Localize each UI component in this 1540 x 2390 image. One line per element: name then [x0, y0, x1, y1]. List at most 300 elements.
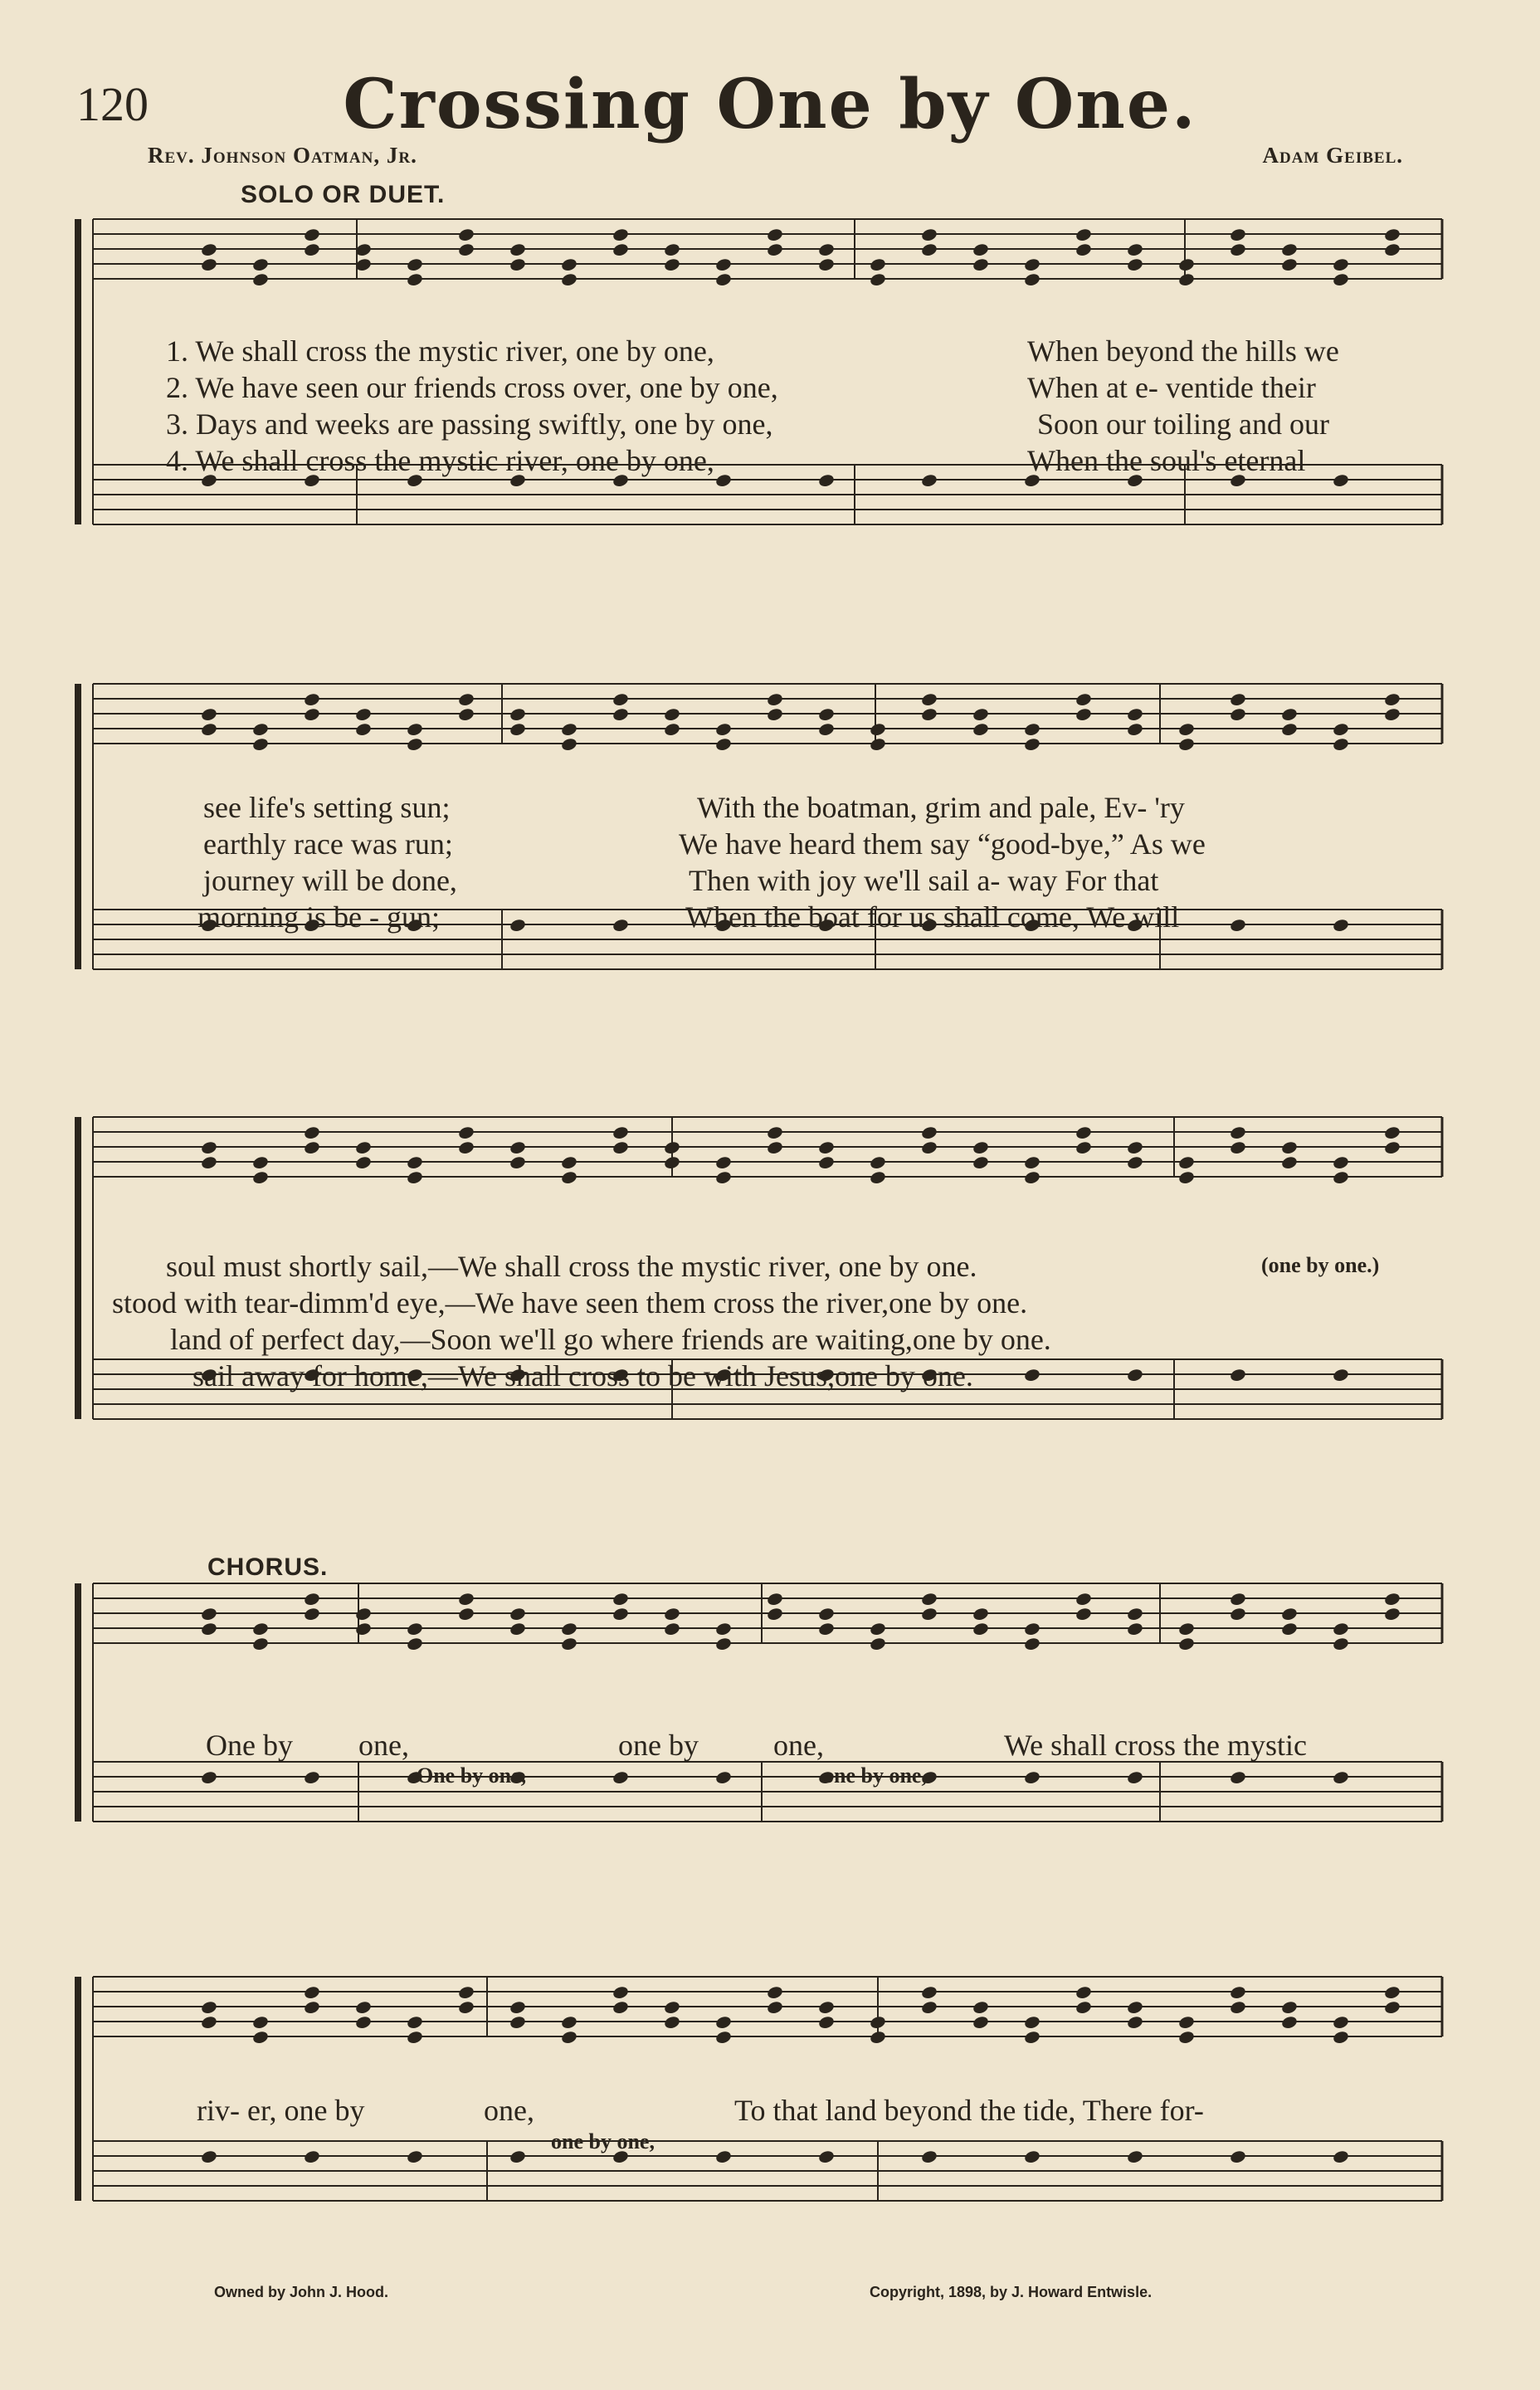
notehead [1332, 1636, 1349, 1651]
notehead [457, 1125, 475, 1140]
notehead [972, 2000, 989, 2015]
notehead [1229, 1607, 1246, 1622]
notehead [509, 1140, 526, 1155]
bass-one-by-one-2: one by one, [823, 1763, 927, 1788]
chorus-marking: CHORUS. [207, 1554, 329, 1581]
notehead [1126, 2015, 1143, 2030]
notehead [1075, 1607, 1092, 1622]
notehead [1229, 1125, 1246, 1140]
notehead [1229, 918, 1246, 933]
notehead [766, 1607, 783, 1622]
notehead [1126, 2149, 1143, 2164]
notehead [1126, 257, 1143, 272]
notehead [354, 1140, 372, 1155]
notehead [251, 1170, 269, 1185]
verse3-line1: 3. Days and weeks are passing swiftly, one by one, [166, 407, 773, 441]
notehead [457, 2000, 475, 2015]
notehead [303, 1592, 320, 1607]
notehead [714, 257, 732, 272]
notehead [1332, 257, 1349, 272]
notehead [714, 1170, 732, 1185]
bass-one-by-one-1: One by one, [417, 1763, 527, 1788]
notehead [560, 257, 578, 272]
notehead [1332, 2030, 1349, 2045]
notehead [766, 1125, 783, 1140]
notehead [1075, 1985, 1092, 2000]
notehead [817, 1622, 835, 1636]
notehead [766, 242, 783, 257]
notehead [354, 1622, 372, 1636]
notehead [663, 242, 680, 257]
notehead [1280, 257, 1298, 272]
notehead [714, 473, 732, 488]
notehead [1126, 722, 1143, 737]
notehead [714, 2149, 732, 2164]
verse3-line3: land of perfect day,—Soon we'll go where friends are waiting,one by one. [170, 1323, 1051, 1356]
notehead [1280, 2000, 1298, 2015]
notehead [1332, 473, 1349, 488]
notehead [817, 1155, 835, 1170]
notehead [200, 2000, 217, 2015]
notehead [200, 2149, 217, 2164]
notehead [354, 2000, 372, 2015]
page-number: 120 [76, 77, 149, 131]
notehead [1177, 722, 1195, 737]
notehead [560, 737, 578, 752]
notehead [1075, 242, 1092, 257]
notehead [1023, 1636, 1040, 1651]
notehead [1383, 2000, 1401, 2015]
notehead [1332, 1622, 1349, 1636]
notehead [817, 1140, 835, 1155]
notehead [406, 2015, 423, 2030]
notehead [251, 2015, 269, 2030]
notehead [869, 272, 886, 287]
notehead [1332, 2149, 1349, 2164]
copyright-note: Copyright, 1898, by J. Howard Entwisle. [870, 2284, 1153, 2300]
notehead [509, 1155, 526, 1170]
notehead [1383, 1125, 1401, 1140]
verse2-line1-cont: When at e- ventide their [1027, 371, 1316, 404]
notehead [663, 257, 680, 272]
verse4-line2-cont: When the boat for us shall come, We will [685, 900, 1180, 934]
notehead [1383, 1985, 1401, 2000]
notehead [1332, 722, 1349, 737]
verse3-line1-cont: Soon our toiling and our [1037, 407, 1329, 441]
notehead [406, 722, 423, 737]
verse1-line2: see life's setting sun; [203, 791, 451, 824]
chorus-one-by-2: one by [618, 1729, 699, 1762]
notehead [560, 1155, 578, 1170]
notehead [920, 2000, 938, 2015]
notehead [1280, 2015, 1298, 2030]
notehead [817, 2149, 835, 2164]
notehead [354, 1607, 372, 1622]
notehead [251, 722, 269, 737]
notehead [303, 692, 320, 707]
notehead [200, 1607, 217, 1622]
owner-note: Owned by John J. Hood. [214, 2284, 389, 2300]
verse1-line1-cont: When beyond the hills we [1027, 334, 1339, 368]
notehead [869, 257, 886, 272]
notehead [200, 2015, 217, 2030]
notehead [406, 1622, 423, 1636]
notehead [766, 2000, 783, 2015]
notehead [714, 2030, 732, 2045]
notehead [1126, 1622, 1143, 1636]
notehead [612, 227, 629, 242]
chorus-we-shall-cross: We shall cross the mystic [1004, 1729, 1308, 1762]
notehead [354, 2015, 372, 2030]
notehead [1229, 707, 1246, 722]
notehead [1023, 737, 1040, 752]
notehead [817, 722, 835, 737]
notehead [1177, 1622, 1195, 1636]
echo-one-by-one: (one by one.) [1261, 1253, 1380, 1277]
notehead [1383, 692, 1401, 707]
notehead [1023, 257, 1040, 272]
notehead [1023, 1170, 1040, 1185]
notehead [303, 1125, 320, 1140]
notehead [200, 1155, 217, 1170]
notehead [406, 1636, 423, 1651]
notehead [251, 737, 269, 752]
chorus-to-that-land: To that land beyond the tide, There for- [734, 2094, 1204, 2127]
notehead [406, 257, 423, 272]
notehead [1023, 2015, 1040, 2030]
notehead [1332, 1368, 1349, 1383]
hymn-title: Crossing One by One. [343, 65, 1197, 144]
notehead [509, 2015, 526, 2030]
notehead [406, 2149, 423, 2164]
notehead [509, 707, 526, 722]
notehead [200, 707, 217, 722]
chorus-one-2: one, [773, 1729, 824, 1762]
notehead [663, 707, 680, 722]
notehead [406, 272, 423, 287]
verse4-line2: morning is be - gun; [197, 900, 440, 934]
verse2-line2-cont: We have heard them say “good-bye,” As we [679, 827, 1206, 861]
notehead [1229, 227, 1246, 242]
notehead [1332, 918, 1349, 933]
notehead [714, 737, 732, 752]
notehead [457, 692, 475, 707]
notehead [972, 257, 989, 272]
notehead [869, 1170, 886, 1185]
notehead [663, 1155, 680, 1170]
notehead [1229, 2149, 1246, 2164]
verse4-line1-cont: When the soul's eternal [1027, 444, 1306, 477]
notehead [972, 1607, 989, 1622]
bass-one-by-one-3: one by one, [551, 2129, 655, 2153]
notehead [1177, 1170, 1195, 1185]
notehead [200, 722, 217, 737]
notehead [1177, 272, 1195, 287]
notehead [200, 242, 217, 257]
notehead [1023, 2030, 1040, 2045]
notehead [354, 722, 372, 737]
verse3-line2: journey will be done, [203, 864, 457, 897]
solo-marking: SOLO OR DUET. [241, 181, 446, 208]
notehead [972, 722, 989, 737]
notehead [303, 1140, 320, 1155]
notehead [200, 1622, 217, 1636]
notehead [509, 1607, 526, 1622]
notehead [1023, 1622, 1040, 1636]
notehead [972, 242, 989, 257]
notehead [457, 1140, 475, 1155]
notehead [1229, 242, 1246, 257]
notehead [1229, 1985, 1246, 2000]
notehead [406, 1170, 423, 1185]
notehead [509, 242, 526, 257]
notehead [869, 2030, 886, 2045]
notehead [1126, 1770, 1143, 1785]
notehead [1332, 1155, 1349, 1170]
notehead [509, 2149, 526, 2164]
notehead [1126, 1368, 1143, 1383]
notehead [1126, 1155, 1143, 1170]
notehead [817, 2000, 835, 2015]
notehead [612, 1125, 629, 1140]
notehead [1023, 1155, 1040, 1170]
notehead [1383, 242, 1401, 257]
notehead [457, 707, 475, 722]
notehead [972, 1155, 989, 1170]
notehead [612, 242, 629, 257]
notehead [817, 707, 835, 722]
notehead [612, 918, 629, 933]
notehead [766, 692, 783, 707]
verse2-line1: 2. We have seen our friends cross over, one by one, [166, 371, 778, 404]
notehead [1075, 1125, 1092, 1140]
notehead [663, 2000, 680, 2015]
verse1-line2-cont: With the boatman, grim and pale, Ev- 'ry [697, 791, 1185, 824]
notehead [200, 1770, 217, 1785]
notehead [869, 2015, 886, 2030]
notehead [920, 1125, 938, 1140]
notehead [1332, 1770, 1349, 1785]
notehead [920, 242, 938, 257]
notehead [509, 1622, 526, 1636]
notehead [560, 722, 578, 737]
notehead [1177, 1636, 1195, 1651]
notehead [1023, 272, 1040, 287]
notehead [1075, 2000, 1092, 2015]
notehead [1126, 1607, 1143, 1622]
notehead [406, 1155, 423, 1170]
notehead [663, 1622, 680, 1636]
notehead [406, 2030, 423, 2045]
verse1-line3: soul must shortly sail,—We shall cross the mystic river, one by one. [166, 1250, 977, 1283]
notehead [612, 2000, 629, 2015]
notehead [714, 1155, 732, 1170]
notehead [1280, 1155, 1298, 1170]
notehead [303, 1770, 320, 1785]
notehead [303, 242, 320, 257]
notehead [869, 1636, 886, 1651]
notehead [303, 2149, 320, 2164]
notehead [251, 1636, 269, 1651]
notehead [560, 2030, 578, 2045]
notehead [1229, 1592, 1246, 1607]
notehead [1383, 227, 1401, 242]
notehead [200, 1140, 217, 1155]
chorus-one-by-1: One by [206, 1729, 293, 1762]
notehead [920, 707, 938, 722]
notehead [1332, 1170, 1349, 1185]
notehead [1126, 707, 1143, 722]
notehead [303, 1985, 320, 2000]
notehead [920, 1140, 938, 1155]
notehead [457, 227, 475, 242]
chorus-one-1: one, [358, 1729, 409, 1762]
notehead [303, 227, 320, 242]
lyricist-credit: Rev. Johnson Oatman, Jr. [148, 143, 417, 168]
notehead [303, 2000, 320, 2015]
verse4-line1: 4. We shall cross the mystic river, one by one, [166, 444, 714, 477]
notehead [1332, 2015, 1349, 2030]
notehead [972, 2015, 989, 2030]
notehead [612, 1592, 629, 1607]
notehead [1075, 227, 1092, 242]
notehead [612, 1140, 629, 1155]
notehead [1126, 1140, 1143, 1155]
notehead [1383, 707, 1401, 722]
notehead [972, 1622, 989, 1636]
notehead [1023, 1770, 1040, 1785]
notehead [1280, 707, 1298, 722]
notehead [560, 1622, 578, 1636]
notehead [1229, 1770, 1246, 1785]
notehead [1177, 737, 1195, 752]
notehead [1280, 1140, 1298, 1155]
chorus-one-3: one, [484, 2094, 534, 2127]
notehead [354, 707, 372, 722]
notehead [457, 1985, 475, 2000]
notehead [1280, 1622, 1298, 1636]
notehead [663, 1140, 680, 1155]
notehead [1280, 722, 1298, 737]
notehead [1075, 1140, 1092, 1155]
notehead [509, 2000, 526, 2015]
notehead [869, 722, 886, 737]
notehead [1075, 707, 1092, 722]
notehead [1332, 272, 1349, 287]
notehead [251, 2030, 269, 2045]
notehead [251, 272, 269, 287]
notehead [714, 1770, 732, 1785]
notehead [1229, 1140, 1246, 1155]
notehead [817, 242, 835, 257]
verse1-line1: 1. We shall cross the mystic river, one by one, [166, 334, 714, 368]
notehead [1280, 1607, 1298, 1622]
notehead [560, 1170, 578, 1185]
notehead [406, 737, 423, 752]
chorus-river-one-by: riv- er, one by [197, 2094, 365, 2127]
notehead [920, 1592, 938, 1607]
notehead [1023, 722, 1040, 737]
notehead [1075, 692, 1092, 707]
notehead [303, 707, 320, 722]
notehead [612, 707, 629, 722]
notehead [920, 227, 938, 242]
notehead [920, 1985, 938, 2000]
notehead [509, 257, 526, 272]
notehead [1126, 242, 1143, 257]
notehead [303, 1607, 320, 1622]
notehead [1383, 1607, 1401, 1622]
notehead [509, 918, 526, 933]
notehead [766, 1140, 783, 1155]
notehead [612, 1607, 629, 1622]
notehead [663, 722, 680, 737]
notehead [1280, 242, 1298, 257]
notehead [1126, 2000, 1143, 2015]
notehead [920, 692, 938, 707]
notehead [714, 722, 732, 737]
notehead [663, 1607, 680, 1622]
notehead [1229, 2000, 1246, 2015]
notehead [766, 227, 783, 242]
notehead [1023, 2149, 1040, 2164]
notehead [612, 1770, 629, 1785]
notehead [817, 1607, 835, 1622]
notehead [869, 1622, 886, 1636]
notehead [1229, 692, 1246, 707]
notehead [354, 1155, 372, 1170]
notehead [457, 1607, 475, 1622]
notehead [612, 1985, 629, 2000]
notehead [1332, 737, 1349, 752]
notehead [972, 707, 989, 722]
notehead [920, 473, 938, 488]
notehead [663, 2015, 680, 2030]
notehead [869, 737, 886, 752]
notehead [200, 257, 217, 272]
notehead [1023, 1368, 1040, 1383]
notehead [1177, 257, 1195, 272]
notehead [714, 1622, 732, 1636]
notehead [1177, 2015, 1195, 2030]
composer-credit: Adam Geibel. [1262, 143, 1403, 168]
notehead [560, 272, 578, 287]
notehead [457, 1592, 475, 1607]
notehead [1383, 1140, 1401, 1155]
notehead [714, 1636, 732, 1651]
notehead [1075, 1592, 1092, 1607]
notehead [560, 2015, 578, 2030]
verse4-line3: sail away for home,—We shall cross to be with Jesus,one by one. [192, 1359, 973, 1393]
notehead [714, 2015, 732, 2030]
notehead [1177, 2030, 1195, 2045]
verse3-line2-cont: Then with joy we'll sail a- way For that [689, 864, 1159, 897]
notehead [817, 2015, 835, 2030]
notehead [817, 473, 835, 488]
notehead [714, 272, 732, 287]
verse2-line2: earthly race was run; [203, 827, 453, 861]
notehead [1177, 1155, 1195, 1170]
notehead [972, 1140, 989, 1155]
notehead [1383, 1592, 1401, 1607]
notehead [920, 1607, 938, 1622]
notehead [251, 1622, 269, 1636]
notehead [766, 707, 783, 722]
verse2-line3: stood with tear-dimm'd eye,—We have seen them cross the river,one by one. [112, 1286, 1028, 1319]
notehead [869, 1155, 886, 1170]
notehead [457, 242, 475, 257]
notehead [1229, 1368, 1246, 1383]
